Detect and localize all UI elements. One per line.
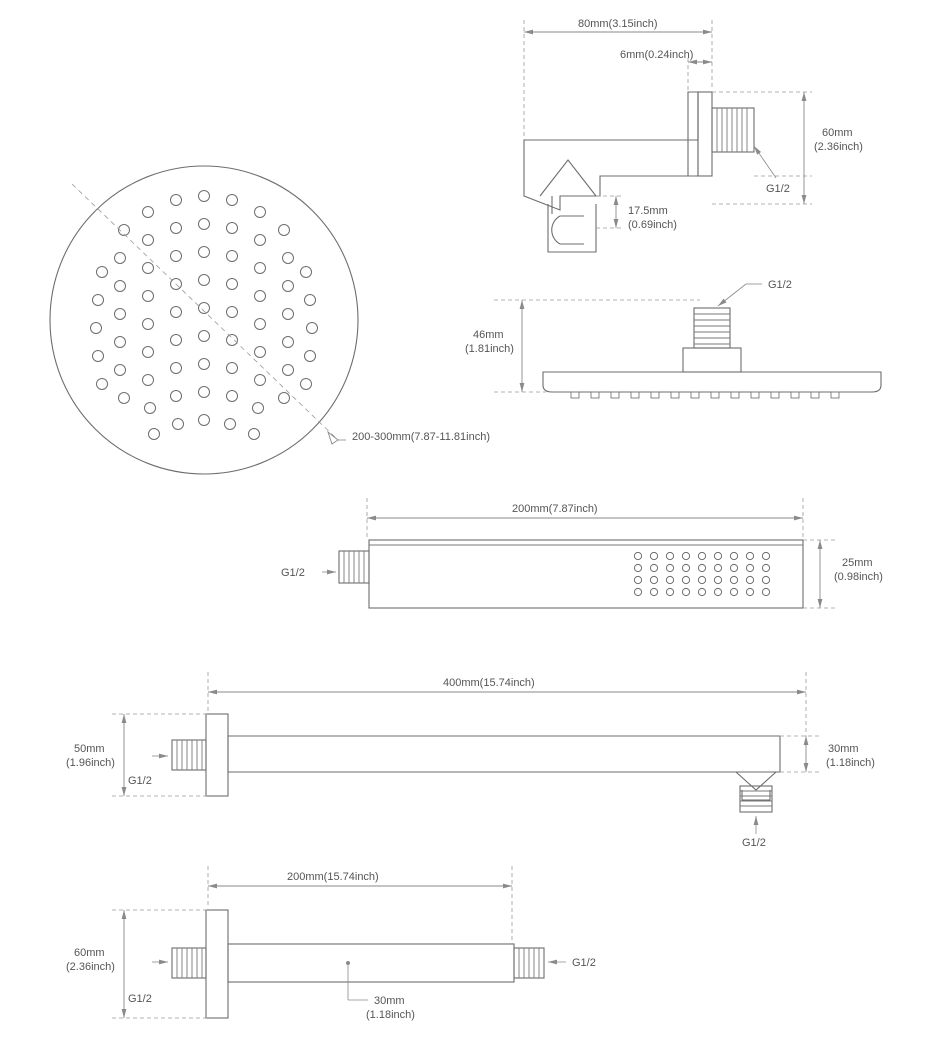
label-holder-offset-1: 17.5mm — [628, 205, 668, 217]
label-head-height-2: (1.81inch) — [465, 343, 514, 355]
label-arm-ceiling-flange-1: 60mm — [74, 947, 105, 959]
label-arm-wall-flange-2: (1.96inch) — [66, 757, 115, 769]
label-arm-ceiling-thread-inlet: G1/2 — [128, 993, 152, 1005]
nozzle-hole-pattern — [91, 191, 318, 440]
part-shower-head-face — [50, 166, 490, 474]
label-shower-head-diameter: 200-300mm(7.87-11.81inch) — [352, 431, 490, 443]
label-bracket-plate-thickness: 6mm(0.24inch) — [620, 49, 694, 61]
label-arm-ceiling-tube-1: 30mm — [374, 995, 405, 1007]
label-arm-ceiling-flange-2: (2.36inch) — [66, 961, 115, 973]
label-bracket-thread: G1/2 — [766, 183, 790, 195]
label-arm-wall-size-1: 30mm — [828, 743, 859, 755]
label-wand-length: 200mm(7.87inch) — [512, 503, 598, 515]
label-arm-wall-flange-1: 50mm — [74, 743, 105, 755]
part-wall-bracket — [524, 18, 863, 252]
label-arm-ceiling-length: 200mm(15.74inch) — [287, 871, 379, 883]
part-shower-arm-wall — [66, 672, 875, 849]
label-holder-offset-2: (0.69inch) — [628, 219, 677, 231]
label-head-thread: G1/2 — [768, 279, 792, 291]
thread-hatch — [717, 108, 747, 152]
thread-hatch-head — [694, 314, 730, 344]
thread-hatch-ceiling-outlet — [519, 948, 539, 978]
part-shower-arm-ceiling — [66, 866, 596, 1021]
part-shower-head-side — [465, 279, 881, 398]
diameter-leader — [72, 184, 338, 440]
wand-nozzle-holes — [634, 552, 769, 595]
label-arm-wall-size-2: (1.18inch) — [826, 757, 875, 769]
label-wand-diameter-1: 25mm — [842, 557, 873, 569]
thread-hatch-ceiling-inlet — [177, 948, 202, 978]
label-bracket-width: 80mm(3.15inch) — [578, 18, 658, 30]
thread-hatch-arm-outlet — [740, 791, 772, 806]
label-arm-wall-length: 400mm(15.74inch) — [443, 677, 535, 689]
label-bracket-height-1: 60mm — [822, 127, 853, 139]
label-arm-wall-thread-outlet: G1/2 — [742, 837, 766, 849]
thread-hatch-arm-wall — [177, 740, 202, 770]
nozzle-nubs — [571, 392, 839, 398]
label-arm-wall-thread-inlet: G1/2 — [128, 775, 152, 787]
part-hand-shower — [281, 498, 883, 608]
label-wand-thread: G1/2 — [281, 567, 305, 579]
thread-hatch-wand — [344, 551, 364, 583]
label-arm-ceiling-tube-2: (1.18inch) — [366, 1009, 415, 1021]
label-bracket-height-2: (2.36inch) — [814, 141, 863, 153]
label-head-height-1: 46mm — [473, 329, 504, 341]
label-arm-ceiling-thread-outlet: G1/2 — [572, 957, 596, 969]
label-wand-diameter-2: (0.98inch) — [834, 571, 883, 583]
